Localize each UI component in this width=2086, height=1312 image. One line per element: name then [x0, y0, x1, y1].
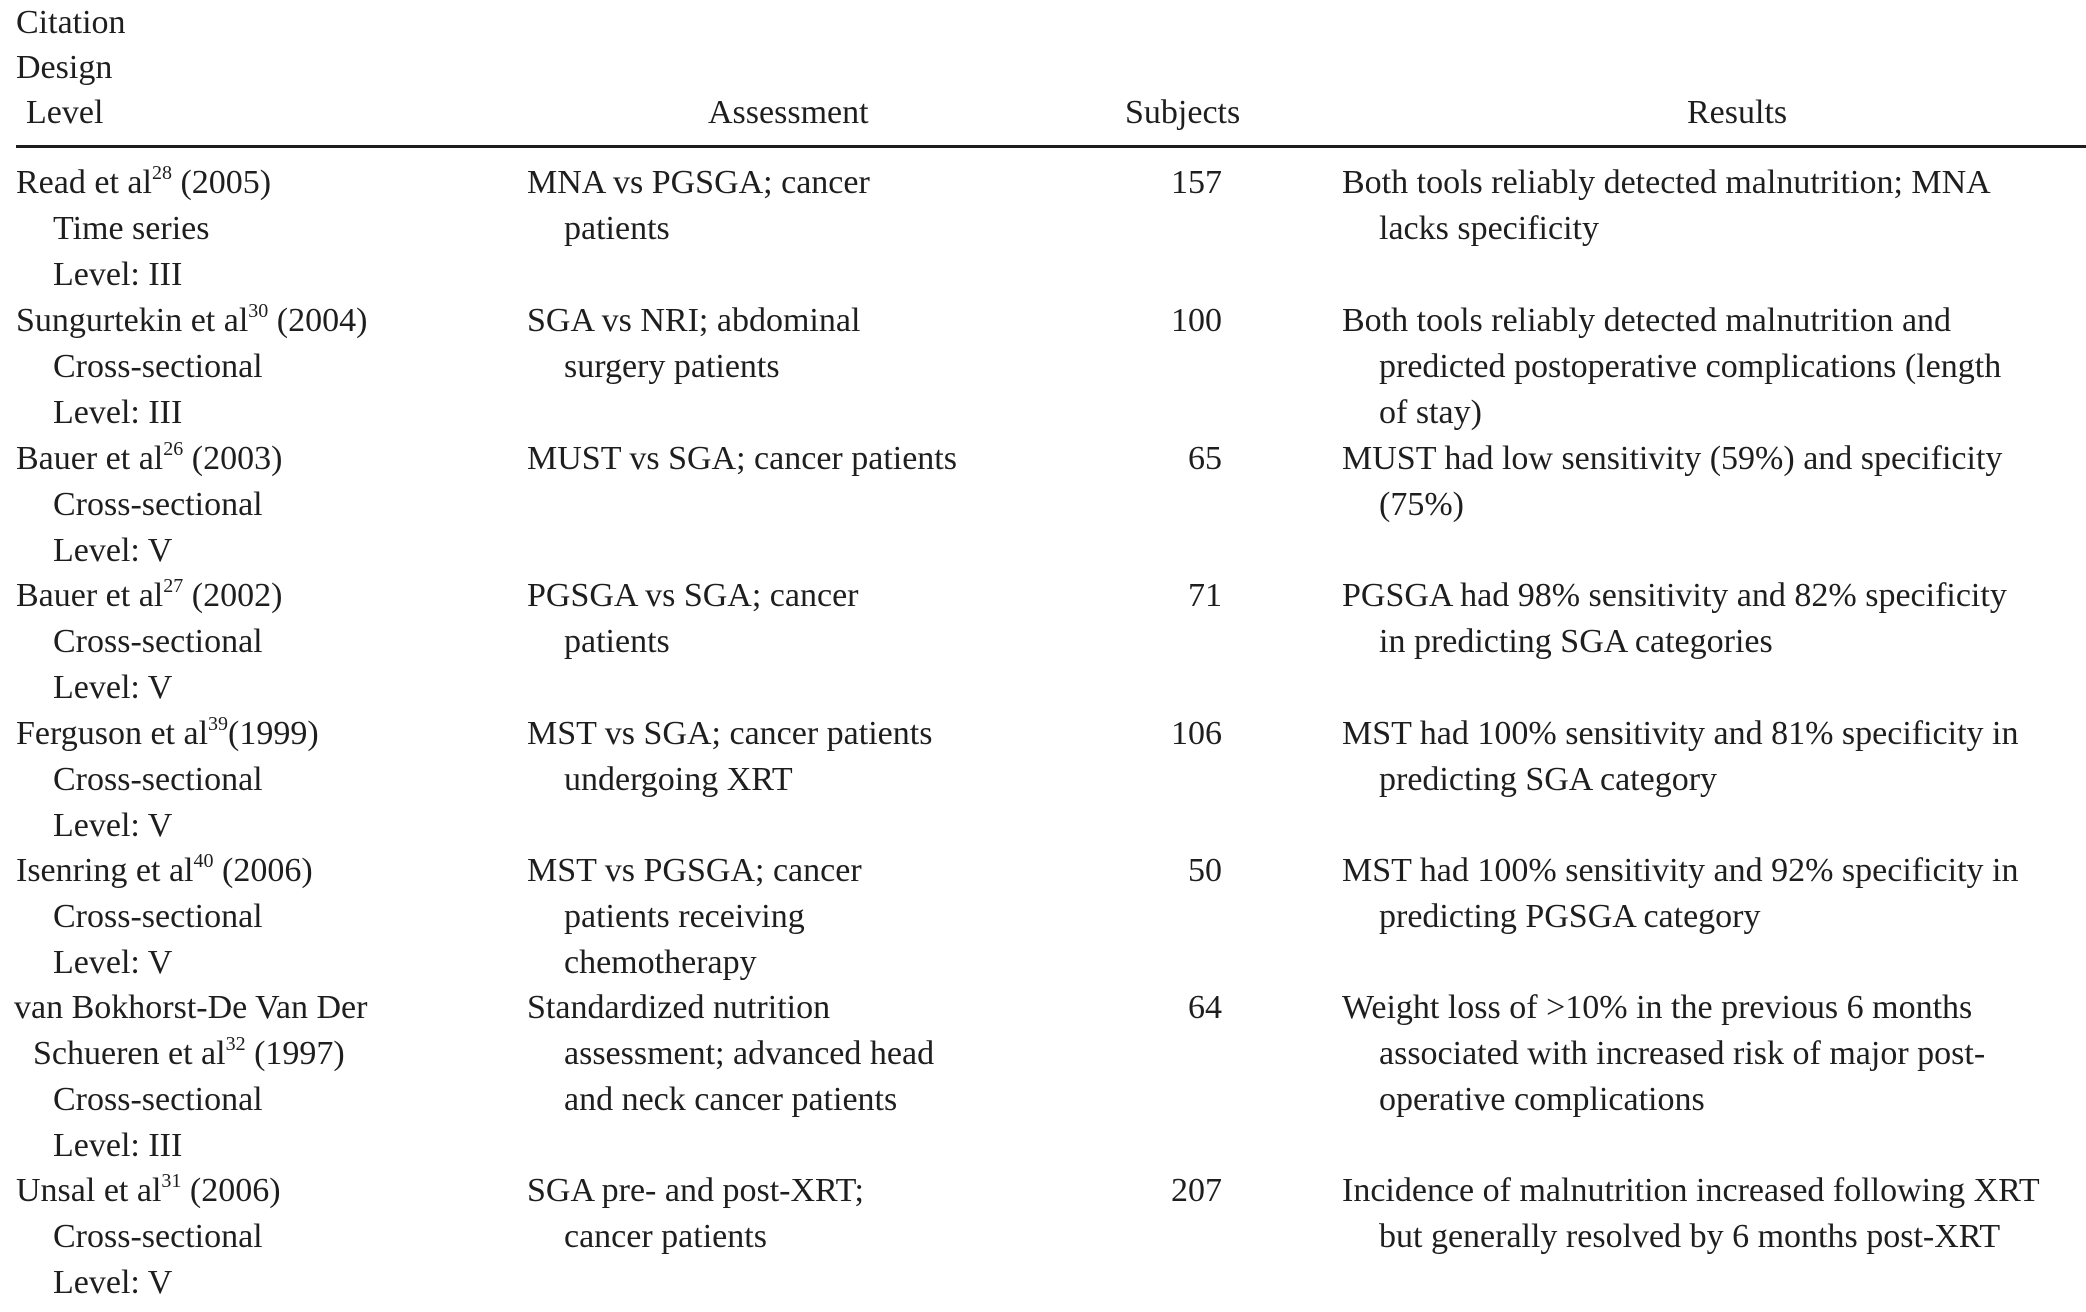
study-design: Cross-sectional — [53, 1218, 263, 1255]
evidence-level: Level: V — [53, 532, 173, 569]
header-subjects: Subjects — [1125, 94, 1241, 131]
evidence-level: Level: V — [53, 944, 173, 981]
reference-number: 31 — [161, 1169, 182, 1192]
results-cell: MUST had low sensitivity (59%) and specificity (75%) — [1342, 440, 2003, 523]
evidence-level: Level: V — [53, 669, 173, 706]
citation-author: Bauer et $al^{27}$ (2002) — [16, 574, 283, 614]
study-design: Cross-sectional — [53, 623, 263, 660]
results-cell: Both tools reliably detected malnutrition and predicted postoperative complications (length of stay) — [1342, 302, 2002, 431]
citation-cell — [16, 160, 516, 298]
citation-author: Ferguson et $al^{39}(1999)$ — [16, 712, 319, 752]
citation-cell — [16, 848, 516, 986]
header-rule — [16, 145, 2086, 148]
results-cell: MST had 100% sensitivity and 81% specificity in predicting SGA category — [1342, 715, 2019, 798]
reference-number: 39 — [208, 712, 229, 735]
header-results: Results — [1687, 94, 1788, 131]
study-design: Cross-sectional — [53, 898, 263, 935]
reference-number: 28 — [151, 161, 172, 184]
evidence-level: Level: III — [53, 1127, 183, 1164]
assessment-cell: Standardized nutrition assessment; advanced head and neck cancer patients — [527, 989, 935, 1118]
reference-number: 32 — [225, 1032, 246, 1055]
subjects-cell: 100 — [1171, 302, 1222, 339]
evidence-level: Level: III — [53, 256, 183, 293]
assessment-cell: SGA vs NRI; abdominal surgery patients — [527, 302, 861, 385]
subjects-cell: 50 — [1188, 852, 1222, 889]
assessment-cell: MST vs PGSGA; cancer patients receiving chemotherapy — [527, 852, 862, 981]
header-assessment: Assessment — [708, 94, 869, 131]
reference-number: 30 — [248, 299, 269, 322]
evidence-level: Level: V — [53, 1264, 173, 1301]
citation-cell — [16, 1168, 516, 1306]
header-citation: Citation — [16, 4, 126, 41]
subjects-cell: 65 — [1188, 440, 1222, 477]
reference-number: 27 — [163, 574, 184, 597]
citation-author-line1: van Bokhorst-De Van Der — [14, 989, 368, 1026]
results-cell: Both tools reliably detected malnutrition; MNA lacks specificity — [1342, 164, 1991, 247]
citation-author: Read et $al^{28}$ (2005) — [16, 161, 272, 201]
citation-author: Sungurtekin et $al^{30}$ (2004) — [16, 299, 368, 339]
study-design: Cross-sectional — [53, 486, 263, 523]
header-level: Level — [26, 94, 104, 131]
study-design: Cross-sectional — [53, 761, 263, 798]
subjects-cell: 207 — [1171, 1172, 1222, 1209]
assessment-cell: PGSGA vs SGA; cancer patients — [527, 577, 859, 660]
citation-cell — [16, 298, 516, 436]
results-cell: Incidence of malnutrition increased following XRT but generally resolved by 6 months post-XRT — [1342, 1172, 2040, 1255]
citation-cell — [16, 573, 516, 711]
study-design: Time series — [53, 210, 210, 247]
reference-number: 40 — [193, 849, 214, 872]
citation-cell — [16, 985, 516, 1169]
results-cell: PGSGA had 98% sensitivity and 82% specificity in predicting SGA categories — [1342, 577, 2007, 660]
study-design: Cross-sectional — [53, 1081, 263, 1118]
citation-author: Bauer et $al^{26}$ (2003) — [16, 437, 283, 477]
assessment-cell: MST vs SGA; cancer patients undergoing XRT — [527, 715, 933, 798]
subjects-cell: 64 — [1188, 989, 1222, 1026]
subjects-cell: 71 — [1188, 577, 1222, 614]
study-design: Cross-sectional — [53, 348, 263, 385]
citation-author: Schueren et $al^{32}$ (1997) — [33, 1032, 345, 1072]
header-design: Design — [16, 49, 113, 86]
assessment-cell: MNA vs PGSGA; cancer patients — [527, 164, 870, 247]
evidence-level: Level: V — [53, 807, 173, 844]
citation-author: Isenring et $al^{40}$ (2006) — [16, 849, 313, 889]
results-cell: Weight loss of >10% in the previous 6 months associated with increased risk of major post- operative complications — [1342, 989, 1986, 1118]
results-cell: MST had 100% sensitivity and 92% specificity in predicting PGSGA category — [1342, 852, 2019, 935]
assessment-cell: MUST vs SGA; cancer patients — [527, 440, 957, 477]
header-citation-design-level — [16, 0, 126, 135]
citation-cell — [16, 436, 516, 574]
subjects-cell: 157 — [1171, 164, 1222, 201]
assessment-cell: SGA pre- and post-XRT; cancer patients — [527, 1172, 864, 1255]
citation-cell — [16, 711, 516, 849]
subjects-cell: 106 — [1171, 715, 1222, 752]
reference-number: 26 — [163, 437, 184, 460]
evidence-level: Level: III — [53, 394, 183, 431]
citation-author: Unsal et $al^{31}$ (2006) — [16, 1169, 281, 1209]
